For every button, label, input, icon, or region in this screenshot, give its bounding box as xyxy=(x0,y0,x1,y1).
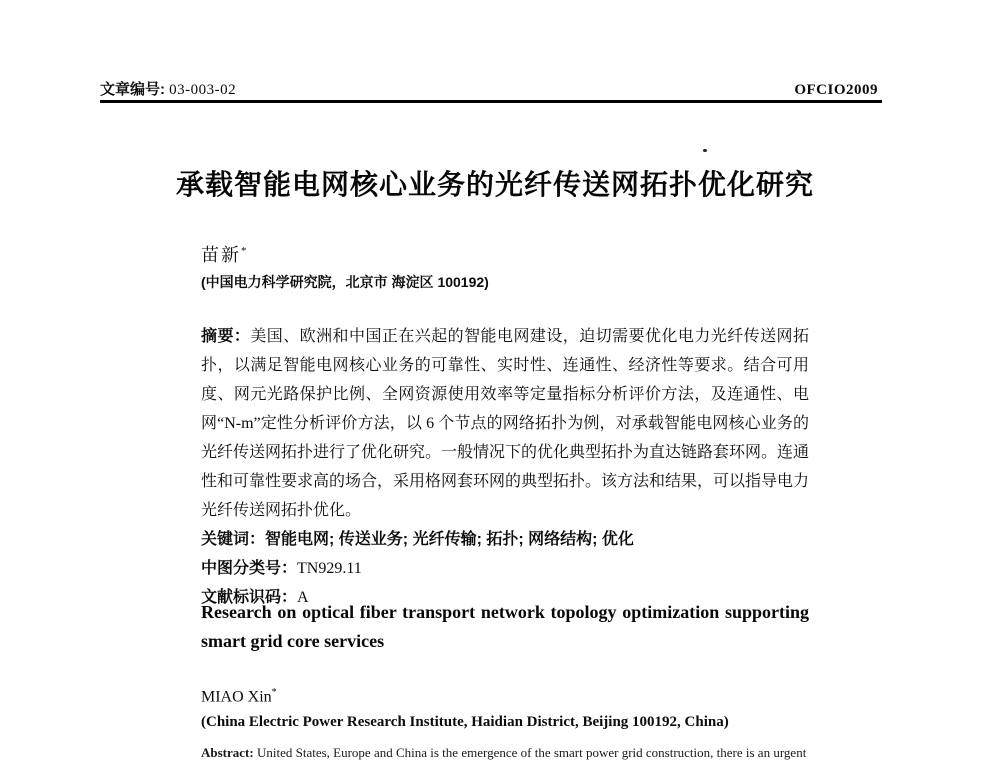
affiliation-en: (China Electric Power Research Institute, Haidian District, Beijing 100192, China) xyxy=(201,714,729,730)
clc-line xyxy=(201,554,809,583)
header-rule xyxy=(100,100,882,103)
author-footnote-mark: * xyxy=(241,245,247,257)
abstract-cn-text: 美国、欧洲和中国正在兴起的智能电网建设，迫切需要优化电力光纤传送网拓扑，以满足智能电网核心业务的可靠性、实时性、连通性、经济性等要求。结合可用度、网元光路保护比例、全网资源使用效率等定量指标分析评价方法，及连通性、电网“N-m”定性分析评价方法，以 6 个节点的网络拓扑为例，对承载智能电网核心业务的光纤传送网拓扑进行了优化研究。一般情况下的优化典型拓扑为直达链路套环网。连通性和可靠性要求高的场合，采用格网套环网的典型拓扑。该方法和结果，可以指导电力光纤传送网拓扑优化。 xyxy=(201,328,810,519)
author-cn xyxy=(201,241,247,267)
clc-label: 中图分类号： xyxy=(201,560,298,577)
page-header xyxy=(100,78,878,99)
article-number-value: 03-003-02 xyxy=(169,82,237,98)
author-en xyxy=(201,687,277,706)
abstract-en-text: United States, Europe and China is the emergence of the smart power grid construction, there is an urgent xyxy=(256,745,807,760)
author-en-footnote-mark: * xyxy=(271,687,277,698)
keywords-label: 关键词： xyxy=(201,531,266,548)
affiliation-cn: (中国电力科学研究院，北京市 海淀区 100192) xyxy=(201,274,489,290)
article-number-label: 文章编号: xyxy=(100,81,165,98)
scan-artifact-dot xyxy=(703,149,707,152)
clc-value: TN929.11 xyxy=(297,560,362,577)
author-en-name: MIAO Xin xyxy=(201,688,272,706)
abstract-cn xyxy=(201,322,809,525)
abstract-cn-label: 摘要： xyxy=(201,328,251,345)
paper-title-en: Research on optical fiber transport network topology optimization supporting smart grid core services xyxy=(201,602,809,651)
keywords-line xyxy=(201,525,809,554)
abstract-en-label: Abstract: xyxy=(201,745,254,760)
journal-code: OFCIO2009 xyxy=(794,82,878,98)
document-code-value: A xyxy=(297,589,309,606)
paper-title-cn: 承载智能电网核心业务的光纤传送网拓扑优化研究 xyxy=(175,169,814,200)
article-number xyxy=(100,78,236,99)
keywords-text: 智能电网; 传送业务; 光纤传输; 拓扑; 网络结构; 优化 xyxy=(265,531,634,548)
abstract-en xyxy=(201,745,841,760)
chinese-abstract-block xyxy=(201,322,809,612)
document-code-label: 文献标识码： xyxy=(201,589,298,606)
author-cn-name: 苗新 xyxy=(201,245,241,265)
